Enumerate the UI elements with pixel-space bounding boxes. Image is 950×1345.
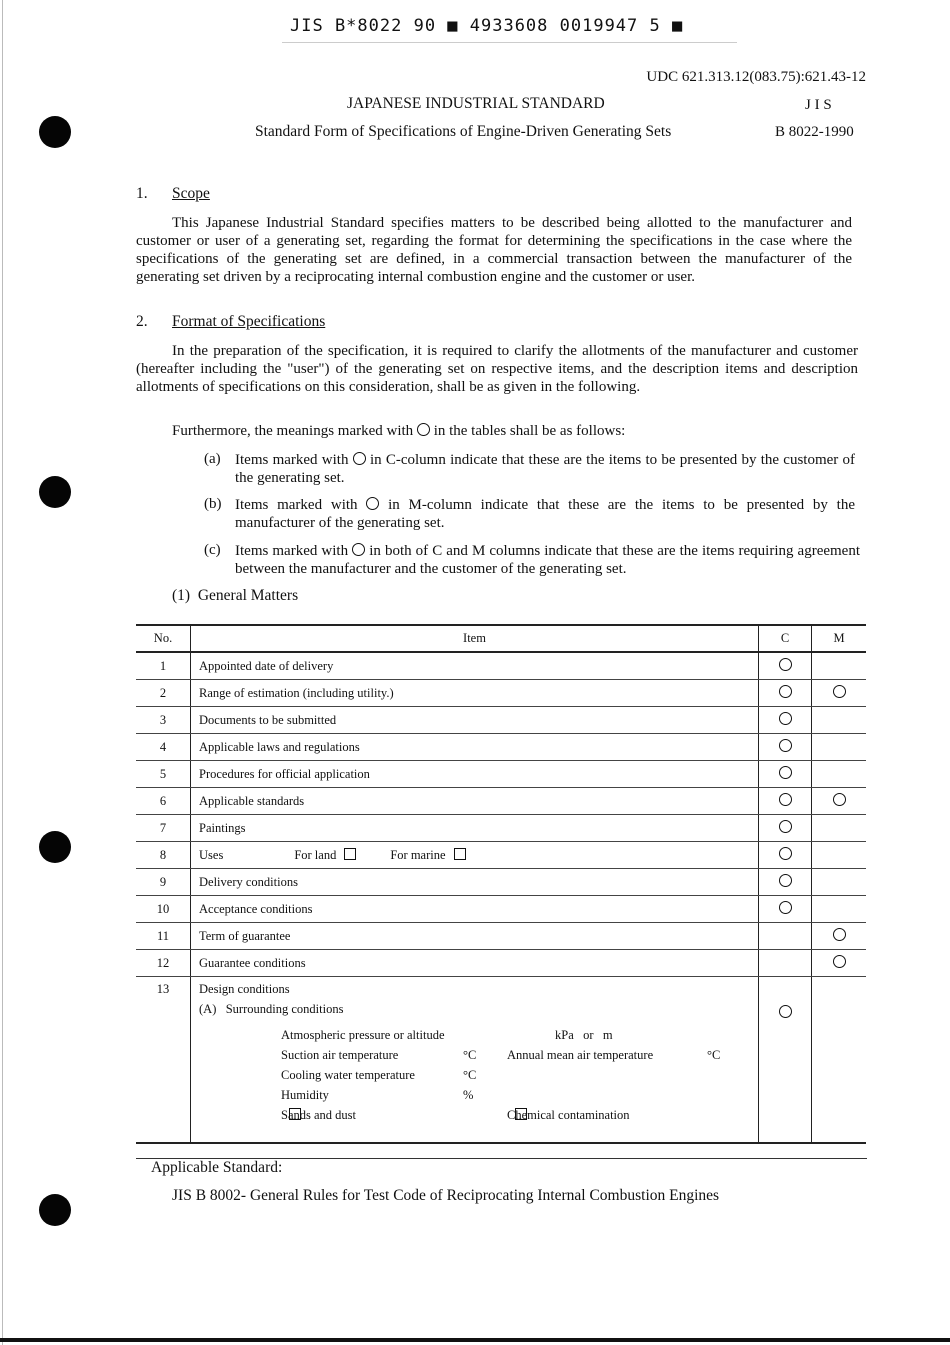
circle-mark-icon <box>779 712 792 725</box>
table-row <box>136 788 866 815</box>
row-item <box>191 707 759 734</box>
row-item <box>191 734 759 761</box>
row-number: 5 <box>136 761 191 788</box>
sands-checkbox[interactable] <box>289 1108 301 1120</box>
row-number: 9 <box>136 869 191 896</box>
udc-code: UDC 621.313.12(083.75):621.43-12 <box>646 69 866 85</box>
chemical-label: Chemical contamination <box>507 1108 630 1122</box>
item-c-label: (c) <box>204 542 221 558</box>
circle-mark-icon <box>366 497 379 510</box>
row-m-mark <box>812 923 867 950</box>
header-c: C <box>759 625 812 652</box>
annual-label: Annual mean air temperature <box>507 1048 654 1062</box>
row-item <box>191 950 759 977</box>
row-item-label: Paintings <box>199 820 246 835</box>
row-m-mark <box>812 869 867 896</box>
section2-furthermore <box>172 423 625 440</box>
row-item <box>191 680 759 707</box>
suction-unit: °C <box>463 1048 477 1062</box>
circle-mark-icon <box>417 423 430 436</box>
row-c-mark <box>759 815 812 842</box>
header-no: No. <box>136 625 191 652</box>
uses-land-label: For land <box>294 847 337 862</box>
general-matters-table <box>136 624 866 1144</box>
row13-title: Design conditions <box>199 982 290 996</box>
humidity-label: Humidity <box>281 1088 329 1102</box>
row-item-label: Range of estimation (including utility.) <box>199 685 394 700</box>
table-row <box>136 842 866 869</box>
circle-mark-icon <box>779 1005 792 1018</box>
row13-c <box>759 977 812 1144</box>
uses-marine-option <box>390 848 465 862</box>
binder-hole-2 <box>39 476 71 508</box>
document-title: Standard Form of Specifications of Engine-Driven Generating Sets <box>255 123 672 140</box>
row-c-mark <box>759 707 812 734</box>
item-c-post: in both of C and M columns indicate that these are the items requiring agreement between the manufacturer and the customer of the generating set. <box>235 543 861 577</box>
table-row <box>136 896 866 923</box>
item-b-post: in M-column indicate that these are the items to be presented by the manufacturer of the generating set. <box>235 497 855 531</box>
row13-sub: (A) Surrounding conditions <box>199 1002 344 1016</box>
table-row <box>136 869 866 896</box>
circle-mark-icon <box>352 543 365 556</box>
item-b-text <box>235 496 855 532</box>
row-item <box>191 923 759 950</box>
row-c-mark <box>759 788 812 815</box>
cooling-unit: °C <box>463 1068 477 1082</box>
row-m-mark <box>812 788 867 815</box>
row-c-mark <box>759 652 812 680</box>
row-item-label: Term of guarantee <box>199 928 291 943</box>
row-c-mark <box>759 734 812 761</box>
row-item <box>191 896 759 923</box>
row-c-mark <box>759 761 812 788</box>
applicable-label: Applicable Standard: <box>151 1159 283 1176</box>
row-item <box>191 869 759 896</box>
row-m-mark <box>812 680 867 707</box>
uses-marine-checkbox[interactable] <box>454 848 466 860</box>
atm-unit: kPa or m <box>555 1028 613 1042</box>
table-row <box>136 734 866 761</box>
row-c-mark <box>759 896 812 923</box>
circle-mark-icon <box>353 452 366 465</box>
scan-left-edge <box>2 0 3 1345</box>
circle-mark-icon <box>779 793 792 806</box>
section1-number: 1. <box>136 185 148 202</box>
row-item-label: Uses <box>199 847 224 862</box>
row-number: 6 <box>136 788 191 815</box>
row-item <box>191 815 759 842</box>
sands-label: Sands and dust <box>281 1108 356 1122</box>
atm-label: Atmospheric pressure or altitude <box>281 1028 445 1042</box>
row-number: 12 <box>136 950 191 977</box>
table-row <box>136 815 866 842</box>
item-b-pre: Items marked with <box>235 497 358 513</box>
row-c-mark <box>759 923 812 950</box>
document-number: B 8022-1990 <box>775 124 854 140</box>
circle-mark-icon <box>779 685 792 698</box>
row-m-mark <box>812 950 867 977</box>
circle-mark-icon <box>779 766 792 779</box>
subsection-general-matters: (1) General Matters <box>172 587 299 604</box>
section2-body: In the preparation of the specification, it is required to clarify the allotments of the manufacturer and customer (hereafter including the "user") of the generating set on respective items, and the description items and description allotments of specifications on this consideration, shall be as given in the following. <box>136 343 858 395</box>
circle-mark-icon <box>779 847 792 860</box>
row-number: 1 <box>136 652 191 680</box>
circle-mark-icon <box>833 955 846 968</box>
section2-number: 2. <box>136 313 148 330</box>
row-number: 2 <box>136 680 191 707</box>
circle-mark-icon <box>833 793 846 806</box>
row13-item <box>191 977 759 1144</box>
table-row <box>136 761 866 788</box>
circle-mark-icon <box>779 820 792 833</box>
surrounding-conditions-grid <box>199 1022 758 1142</box>
row-m-mark <box>812 815 867 842</box>
binder-hole-1 <box>39 116 71 148</box>
uses-land-checkbox[interactable] <box>344 848 356 860</box>
header-item: Item <box>191 625 759 652</box>
row-m-mark <box>812 734 867 761</box>
row-number: 10 <box>136 896 191 923</box>
circle-mark-icon <box>779 874 792 887</box>
row-item-label: Guarantee conditions <box>199 955 306 970</box>
uses-marine-label: For marine <box>390 847 446 862</box>
circle-mark-icon <box>833 685 846 698</box>
row-m-mark <box>812 652 867 680</box>
row-item-label: Appointed date of delivery <box>199 658 334 673</box>
row-item-label: Applicable laws and regulations <box>199 739 360 754</box>
item-a-label: (a) <box>204 451 221 467</box>
suction-label: Suction air temperature <box>281 1048 399 1062</box>
circle-mark-icon <box>779 901 792 914</box>
table-row <box>136 923 866 950</box>
section2-heading: Format of Specifications <box>172 313 326 330</box>
binder-hole-3 <box>39 831 71 863</box>
row-number: 4 <box>136 734 191 761</box>
furthermore-pre: Furthermore, the meanings marked with <box>172 423 414 439</box>
uses-land-option <box>294 848 356 862</box>
table-row <box>136 652 866 680</box>
binder-hole-4 <box>39 1194 71 1226</box>
row-m-mark <box>812 896 867 923</box>
table-row-13 <box>136 977 866 1144</box>
table-header-row <box>136 625 866 652</box>
header-m: M <box>812 625 867 652</box>
item-b-label: (b) <box>204 496 222 512</box>
row-number: 7 <box>136 815 191 842</box>
item-a-post: in C-column indicate that these are the items to be presented by the customer of the generating set. <box>235 452 856 486</box>
row13-m <box>812 977 867 1144</box>
cooling-label: Cooling water temperature <box>281 1068 415 1082</box>
row-item <box>191 788 759 815</box>
row-m-mark <box>812 707 867 734</box>
circle-mark-icon <box>779 658 792 671</box>
row-number: 11 <box>136 923 191 950</box>
row-m-mark <box>812 761 867 788</box>
header-stamp-underline <box>282 42 737 43</box>
item-c-pre: Items marked with <box>235 543 349 559</box>
circle-mark-icon <box>779 739 792 752</box>
section1-body: This Japanese Industrial Standard specifies matters to be described being allotted to the manufacturer and customer or user of a generating set, regarding the format for determining the specifications in the case where the specifications of the generating set are defined, in a commercial transaction between the manufacturer of the generating set driven by a reciprocating internal combustion engine and the customer or user. <box>136 215 852 285</box>
table-row <box>136 950 866 977</box>
item-c-text <box>235 542 860 578</box>
row-item <box>191 761 759 788</box>
row-item-label: Documents to be submitted <box>199 712 337 727</box>
org-title: JAPANESE INDUSTRIAL STANDARD <box>347 95 605 112</box>
circle-mark-icon <box>833 928 846 941</box>
row-item-label: Applicable standards <box>199 793 305 808</box>
chemical-checkbox[interactable] <box>515 1108 527 1120</box>
item-a-text <box>235 451 855 487</box>
row-c-mark <box>759 842 812 869</box>
row-item-label: Procedures for official application <box>199 766 370 781</box>
table-row <box>136 680 866 707</box>
row-m-mark <box>812 842 867 869</box>
row13-no: 13 <box>136 977 191 1144</box>
table-row <box>136 707 866 734</box>
row-item-label: Acceptance conditions <box>199 901 313 916</box>
item-a-pre: Items marked with <box>235 452 349 468</box>
humidity-unit: % <box>463 1088 474 1102</box>
row-number: 3 <box>136 707 191 734</box>
row-c-mark <box>759 869 812 896</box>
row-item-label: Delivery conditions <box>199 874 298 889</box>
jis-mark: J I S <box>805 97 832 113</box>
scan-bottom-edge <box>0 1338 950 1342</box>
row-c-mark <box>759 680 812 707</box>
applicable-text: JIS B 8002- General Rules for Test Code of Reciprocating Internal Combustion Engines <box>172 1187 720 1204</box>
row-item <box>191 652 759 680</box>
section1-heading: Scope <box>172 185 210 202</box>
row-c-mark <box>759 950 812 977</box>
furthermore-post: in the tables shall be as follows: <box>433 423 626 439</box>
header-stamp: JIS B*8022 90 ■ 4933608 0019947 5 ■ <box>290 16 684 36</box>
annual-unit: °C <box>707 1048 721 1062</box>
row-number: 8 <box>136 842 191 869</box>
row-item <box>191 842 759 869</box>
